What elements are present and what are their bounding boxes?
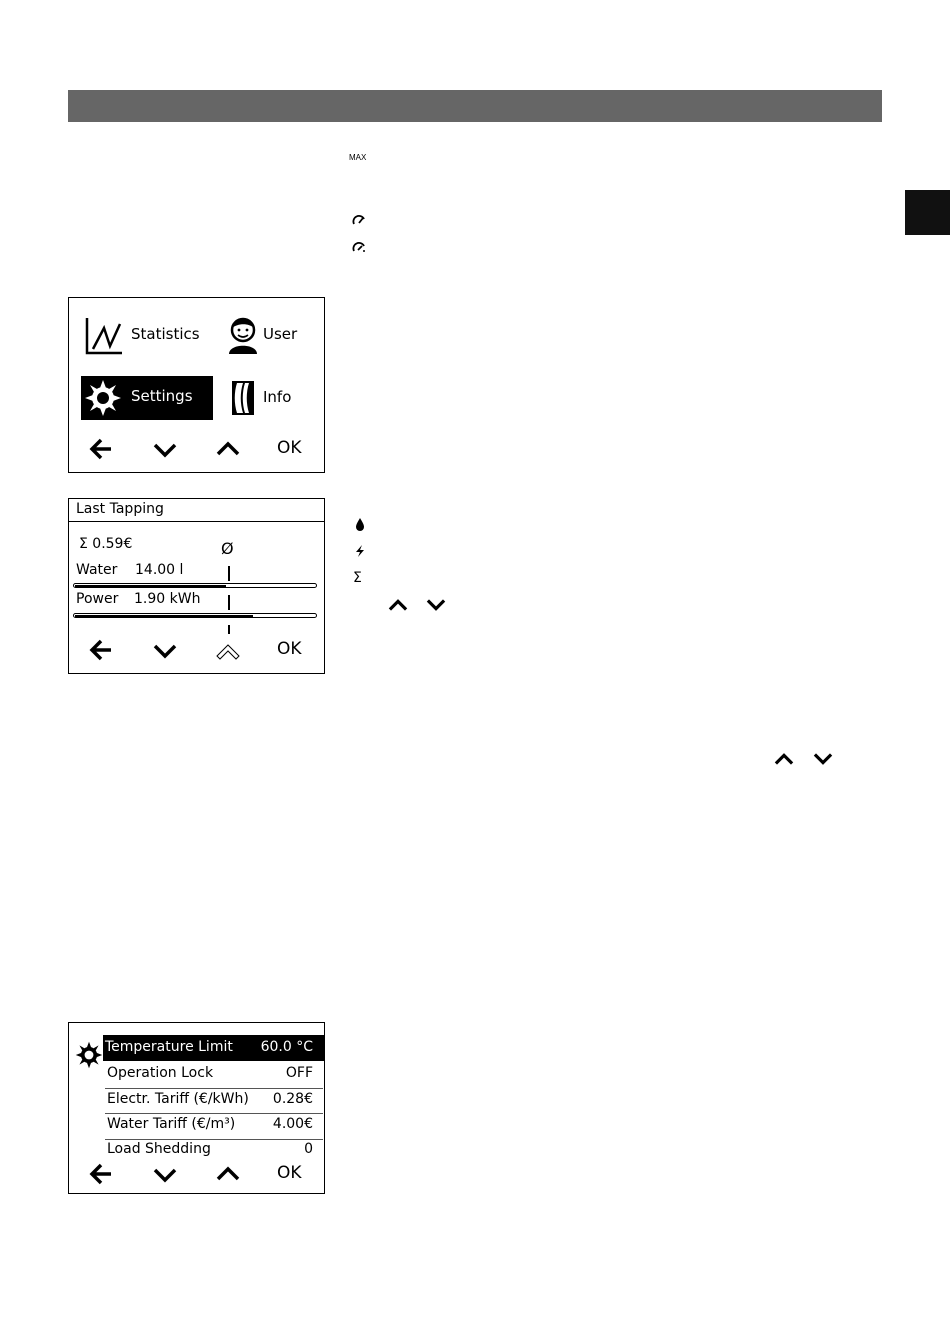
settings-row-operation-lock[interactable] [103,1062,325,1087]
main-menu-screen [68,297,325,473]
menu-item-settings-highlight[interactable] [81,376,213,420]
back-arrow-icon[interactable] [89,437,113,461]
water-bar-fill [75,585,226,587]
flow-gauge-icon [352,213,366,227]
lightning-icon [353,544,367,558]
gear-icon [75,1041,103,1069]
row-value: 4.00€ [272,1116,313,1132]
screen-title: Last Tapping [76,501,164,517]
chevron-down-icon [425,596,447,614]
title-divider [69,521,324,522]
row-label: Electr. Tariff (€/kWh) [107,1091,249,1107]
ok-button[interactable]: OK [277,1163,302,1183]
water-drop-icon [353,517,367,531]
section-header-bar [68,90,882,122]
water-bar [73,583,317,588]
chevron-up-icon [387,596,409,614]
chevron-down-icon [812,750,834,768]
row-label: Water Tariff (€/m³) [107,1116,236,1132]
row-label: Operation Lock [107,1065,214,1081]
row-value: OFF [285,1065,313,1081]
water-label: Water [76,562,118,578]
power-bar [73,613,317,618]
flow-gauge-reduced-icon [352,240,366,254]
row-value: 0.28€ [272,1091,313,1107]
power-average-tick [228,595,230,610]
row-label: Temperature Limit [105,1039,233,1055]
chevron-up-icon [773,750,795,768]
line-chart-icon [84,316,124,356]
menu-item-user[interactable]: User [263,325,298,343]
user-face-icon [226,316,260,354]
settings-row-electr-tariff[interactable] [103,1088,325,1113]
settings-row-temperature-limit[interactable] [103,1035,325,1061]
info-book-icon [229,378,257,418]
ok-button[interactable]: OK [277,639,302,659]
row-value: 0 [304,1141,313,1157]
water-average-tick [228,566,230,581]
chevron-up-outline-icon[interactable] [216,638,240,662]
total-cost: Σ 0.59€ [79,536,133,552]
menu-item-info[interactable]: Info [263,388,292,406]
average-marker-tick [228,625,230,634]
settings-list-screen [68,1022,325,1194]
chevron-down-icon[interactable] [153,639,177,663]
settings-row-load-shedding[interactable] [103,1139,325,1161]
back-arrow-icon[interactable] [89,638,113,662]
gear-icon [84,379,122,417]
water-value: 14.00 l [135,562,184,578]
menu-item-statistics[interactable]: Statistics [131,325,200,343]
chevron-up-icon[interactable] [216,437,240,461]
power-value: 1.90 kWh [134,591,201,607]
power-label: Power [76,591,119,607]
power-bar-fill [75,615,253,617]
menu-item-settings: Settings [131,387,193,405]
last-tapping-screen [68,498,325,674]
settings-row-water-tariff[interactable] [103,1113,325,1138]
max-label: MAX [349,153,367,162]
row-value: 60.0 °C [260,1039,313,1055]
ok-button[interactable]: OK [277,438,302,458]
chapter-tab [905,190,950,235]
chevron-down-icon[interactable] [153,1163,177,1187]
average-symbol: Ø [221,539,234,558]
back-arrow-icon[interactable] [89,1162,113,1186]
chevron-up-icon[interactable] [216,1162,240,1186]
chevron-down-icon[interactable] [153,438,177,462]
row-label: Load Shedding [107,1141,211,1157]
sigma-symbol: Σ [353,570,362,586]
